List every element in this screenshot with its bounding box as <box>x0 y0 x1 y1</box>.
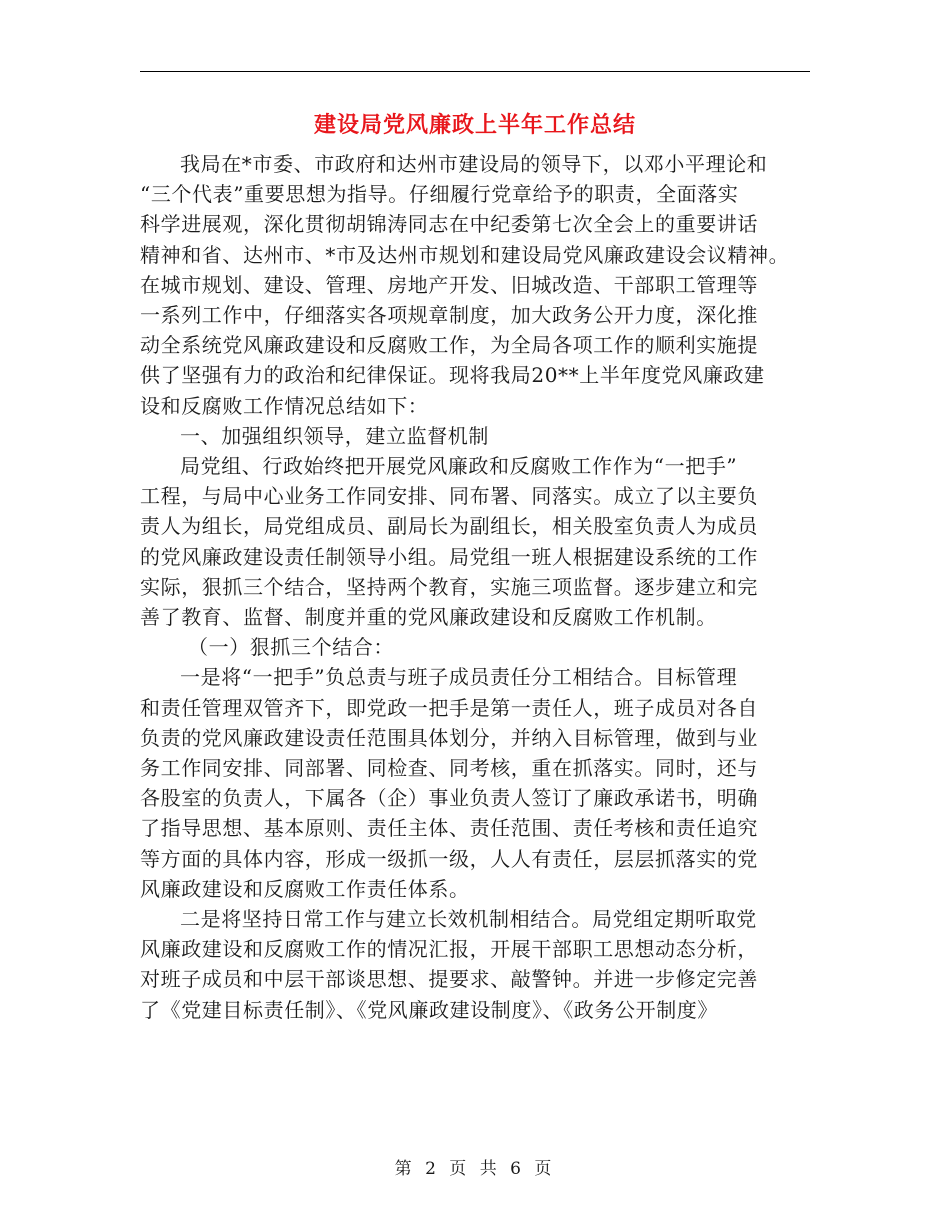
body-line: 务工作同安排、同部署、同检查、同考核，重在抓落实。同时，还与 <box>140 756 758 781</box>
page-number-footer: 第 2 页 共 6 页 <box>394 1159 556 1179</box>
document-body <box>140 149 810 1025</box>
body-line: 在城市规划、建设、管理、房地产开发、旧城改造、干部职工管理等 <box>140 272 758 297</box>
body-line: 精神和省、达州市、*市及达州市规划和建设局党风廉政建设会议精神。 <box>140 242 790 267</box>
body-line: 善了教育、监督、制度并重的党风廉政建设和反腐败工作机制。 <box>140 605 717 630</box>
body-line: 一系列工作中，仔细落实各项规章制度，加大政务公开力度，深化推 <box>140 303 758 328</box>
body-line: 和责任管理双管齐下，即党政一把手是第一责任人，班子成员对各自 <box>140 695 758 720</box>
body-line: 一是将“一把手”负总责与班子成员责任分工相结合。目标管理 <box>180 665 738 690</box>
body-line: 供了坚强有力的政治和纪律保证。现将我局20**上半年度党风廉政建 <box>140 363 765 388</box>
body-line: （一）狠抓三个结合： <box>188 635 394 660</box>
body-line: 了指导思想、基本原则、责任主体、责任范围、责任考核和责任追究 <box>140 816 758 841</box>
body-line: 局党组、行政始终把开展党风廉政和反腐败工作作为“一把手” <box>180 454 738 479</box>
body-line: 风廉政建设和反腐败工作责任体系。 <box>140 876 470 901</box>
body-line: 二是将坚持日常工作与建立长效机制相结合。局党组定期听取党 <box>180 907 757 932</box>
body-line: 责人为组长，局党组成员、副局长为副组长，相关股室负责人为成员 <box>140 514 758 539</box>
body-line: 动全系统党风廉政建设和反腐败工作，为全局各项工作的顺利实施提 <box>140 333 758 358</box>
body-line: 等方面的具体内容，形成一级抓一级，人人有责任，层层抓落实的党 <box>140 846 758 871</box>
body-line: 了《党建目标责任制》、《党风廉政建设制度》、《政务公开制度》 <box>140 997 718 1022</box>
body-line: 工程，与局中心业务工作同安排、同布署、同落实。成立了以主要负 <box>140 484 758 509</box>
body-line: 实际，狠抓三个结合，坚持两个教育，实施三项监督。逐步建立和完 <box>140 574 758 599</box>
body-line: 一、加强组织领导，建立监督机制 <box>180 423 489 448</box>
body-line: 设和反腐败工作情况总结如下： <box>140 393 429 418</box>
body-line: “三个代表”重要思想为指导。仔细履行党章给予的职责，全面落实 <box>140 182 739 207</box>
header-rule <box>140 71 810 72</box>
document-title: 建设局党风廉政上半年工作总结 <box>313 112 636 138</box>
body-line: 我局在*市委、市政府和达州市建设局的领导下，以邓小平理论和 <box>180 152 768 176</box>
body-line: 科学进展观，深化贯彻胡锦涛同志在中纪委第七次全会上的重要讲话 <box>140 212 758 237</box>
body-line: 负责的党风廉政建设责任范围具体划分，并纳入目标管理，做到与业 <box>140 725 758 750</box>
body-line: 风廉政建设和反腐败工作的情况汇报，开展干部职工思想动态分析， <box>140 937 758 962</box>
body-line: 的党风廉政建设责任制领导小组。局党组一班人根据建设系统的工作 <box>140 544 758 569</box>
body-line: 各股室的负责人，下属各（企）事业负责人签订了廉政承诺书，明确 <box>140 786 758 811</box>
body-line: 对班子成员和中层干部谈思想、提要求、敲警钟。并进一步修定完善 <box>140 967 758 992</box>
